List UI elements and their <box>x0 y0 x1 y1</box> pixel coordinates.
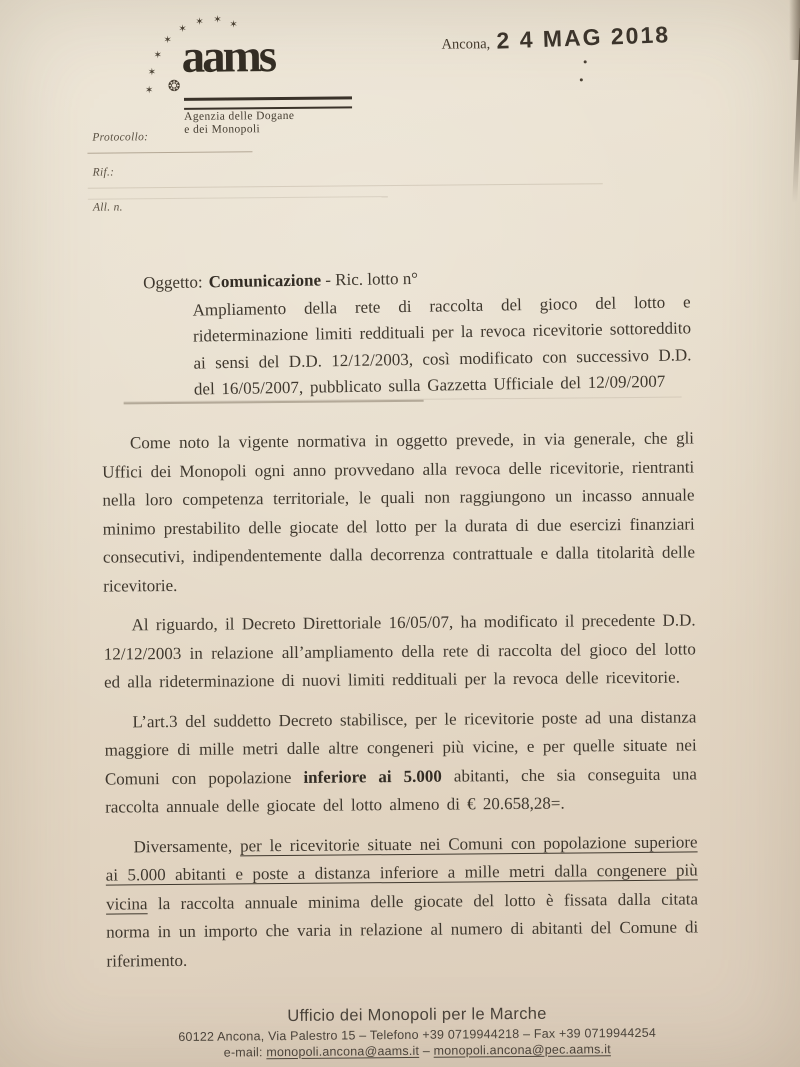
star-icon: ✶ <box>229 19 238 31</box>
subject-title-rest: - Ric. lotto n° <box>320 268 419 290</box>
star-icon: ✶ <box>195 16 204 28</box>
place-label: Ancona, <box>441 36 491 53</box>
subject-block <box>143 261 695 404</box>
footer-email-line <box>97 1041 737 1061</box>
email-separator: – <box>419 1043 434 1058</box>
logo-rules <box>184 96 352 109</box>
aams-logo <box>118 14 379 136</box>
paragraph: Al riguardo, il Decreto Direttoriale 16/05/07, ha modificato il precedente D.D. 12/12/2003 in relazione all’ampliamento della rete di raccolta del gioco del lotto ed alla rideterminazione di nuovi limiti reddituali per la revoca delle ricevitorie. <box>103 610 696 692</box>
paragraph: Diversamente, per le ricevitorie situate nei Comuni con popolazione superiore ai 5.000 abitanti e poste a distanza inferiore a mille metri dalla congenere più vicina la raccolta annuale minima delle giocate del lotto è fissata dalla citata norma in un importo che varia in relazione al numero di abitanti del Comune di riferimento. <box>105 831 699 971</box>
subject-body: Ampliamento della rete di raccolta del gioco del lotto e rideterminazione limiti reddituali per la revoca ricevitorie sottoreddito ai sensi del D.D. 12/12/2003, così modificato con successivo D.D. del 16/05/2007, pubblicato sulla Gazzetta Ufficiale del 12/09/2007 <box>192 291 692 399</box>
star-icon: ✶ <box>163 34 172 47</box>
ruled-line <box>88 183 603 188</box>
protocollo-field-label: Protocollo: <box>92 131 149 144</box>
email-pec: monopoli.ancona@pec.aams.it <box>433 1042 611 1058</box>
rif-field-label: Rif.: <box>92 166 115 179</box>
star-icon: ✶ <box>153 50 163 62</box>
subject-title-bold: Comunicazione <box>208 270 322 292</box>
stamp-mark <box>584 60 587 63</box>
ruled-line <box>88 196 388 200</box>
republic-emblem-icon: ❂ <box>167 78 181 96</box>
paragraph: L’art.3 del suddetto Decreto stabilisce, per le ricevitorie poste ad una distanza maggiore di mille metri dalle altre congeneri più vicine, e per quelle situate nei Comuni con popolazione inferiore ai 5.000 abitanti, che sia conseguita una raccolta annuale delle giocate del lotto almeno di € 20.658,28=. <box>104 706 697 817</box>
logo-wordmark: aams <box>181 30 275 83</box>
paragraph: Come noto la vigente normativa in oggetto prevede, in via generale, che gli Uffici dei Monopoli ogni anno provvedano alla revoca delle ricevitorie, rientranti nella loro competenza territoriale, le quali non raggiungono un incasso annuale minimo prestabilito delle giocate del lotto per la durata di due esercizi finanziari consecutivi, indipendentemente dalla decorrenza contrattuale e dalla titolarità delle ricevitorie. <box>102 428 696 596</box>
letter-body <box>102 424 699 986</box>
star-icon: ✶ <box>178 23 187 35</box>
stamp-mark <box>580 78 583 81</box>
logo-caption-line1: Agenzia delle Dogane <box>184 109 295 123</box>
footer-office-name: Ufficio dei Monopoli per le Marche <box>287 1004 547 1026</box>
star-icon: ✶ <box>213 14 222 26</box>
logo-caption <box>184 110 294 136</box>
star-icon: ✶ <box>147 67 157 79</box>
subject-label: Oggetto: <box>143 272 203 293</box>
email-label: e-mail: <box>223 1045 267 1060</box>
ruled-line <box>87 151 252 153</box>
letter-footer <box>97 1003 737 1061</box>
date-stamp: 2 4 MAG 2018 <box>496 21 671 54</box>
allegati-field-label: All. n. <box>92 201 123 214</box>
logo-caption-line2: e dei Monopoli <box>184 122 261 136</box>
star-icon: ✶ <box>144 85 154 97</box>
footer-address: 60122 Ancona, Via Palestro 15 – Telefono +39 0719944218 – Fax +39 0719944254 <box>178 1025 657 1044</box>
email-primary: monopoli.ancona@aams.it <box>266 1043 420 1060</box>
